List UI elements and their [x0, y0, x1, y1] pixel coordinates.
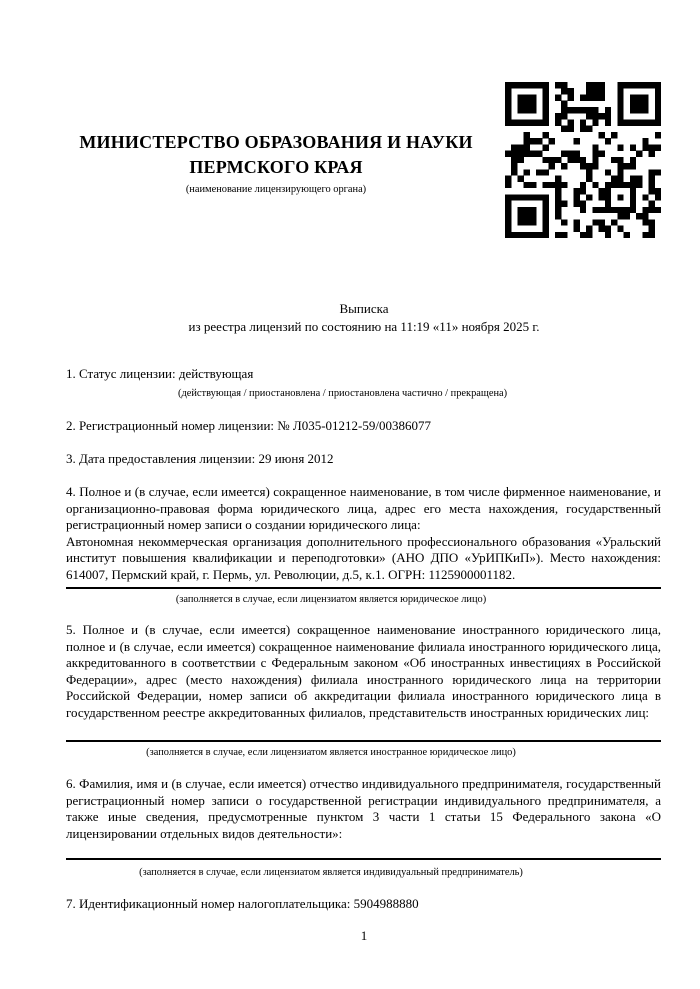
legal-entity-value: Автономная некоммерческая организация дополнительного профессионального образования «Уральский институт повышения квалификации и переподготовки» (АНО ДПО «УрИПКиП»). Место нахождения: 614007, Пермский край, г. Пермь, ул. Революции, д.5, к.1. ОГРН: 1125900001182. — [66, 533, 661, 582]
field-registration-number: 2. Регистрационный номер лицензии: № Л035-01212-59/00386077 — [66, 418, 432, 433]
field-legal-entity — [66, 484, 661, 584]
field-license-status: 1. Статус лицензии: действующая — [66, 366, 254, 381]
field-grant-date: 3. Дата предоставления лицензии: 29 июня 2012 — [66, 451, 334, 466]
individual-entrepreneur-caption: (заполняется в случае, если лицензиатом является индивидуальный предприниматель) — [139, 867, 523, 878]
ministry-name-line1: МИНИСТЕРСТВО ОБРАЗОВАНИЯ И НАУКИ — [79, 132, 473, 152]
qr-code — [505, 82, 661, 238]
qr-code-image — [505, 82, 661, 238]
ministry-header — [62, 130, 490, 196]
status-options-caption: (действующая / приостановлена / приостановлена частично / прекращена) — [178, 388, 508, 399]
individual-entrepreneur-fill-rule — [66, 858, 661, 860]
field-foreign-entity — [66, 622, 661, 722]
legal-entity-caption: (заполняется в случае, если лицензиатом является юридическое лицо) — [175, 594, 487, 605]
page-number: 1 — [360, 928, 368, 943]
document-title-line2: из реестра лицензий по состоянию на 11:19 «11» ноября 2025 г. — [188, 319, 540, 334]
foreign-entity-fill-rule — [66, 740, 661, 742]
individual-entrepreneur-label: 6. Фамилия, имя и (в случае, если имеется) отчество индивидуального предпринимателя, государственный регистрационный номер записи о государственной регистрации индивидуального предпринимателя, а также иные сведения, предусмотренные пунктом 3 части 1 статьи 15 Федерального закона «О лицензировании отдельных видов деятельности»: — [66, 776, 661, 841]
ministry-name-line2: ПЕРМСКОГО КРАЯ — [189, 157, 363, 177]
legal-entity-fill-rule — [66, 587, 661, 589]
field-individual-entrepreneur — [66, 776, 661, 842]
foreign-entity-label: 5. Полное и (в случае, если имеется) сокращенное наименование иностранного юридического лица, полное и (в случае, если имеется) сокращенное наименование филиала иностранного юридического лица, аккредитованного в соответствии с Федеральным законом «Об иностранных инвестициях в Российской Федерации», адрес (место нахождения) филиала иностранного юридического лица на территории Российской Федерации, номер записи об аккредитации филиала иностранного юридического лица в государственном реестре аккредитованных филиалов, представительств иностранных юридических лиц: — [66, 622, 661, 720]
legal-entity-label: 4. Полное и (в случае, если имеется) сокращенное наименование, в том числе фирменное наименование, и организационно-правовая форма юридического лица, адрес его места нахождения, государственный регистрационный номер записи о создании юридического лица: — [66, 484, 661, 533]
foreign-entity-caption: (заполняется в случае, если лицензиатом является иностранное юридическое лицо) — [146, 747, 516, 758]
document-title — [66, 300, 662, 336]
field-taxpayer-number: 7. Идентификационный номер налогоплательщика: 5904988880 — [66, 896, 419, 911]
licensing-authority-caption: (наименование лицензирующего органа) — [185, 184, 367, 195]
document-title-line1: Выписка — [339, 301, 389, 316]
